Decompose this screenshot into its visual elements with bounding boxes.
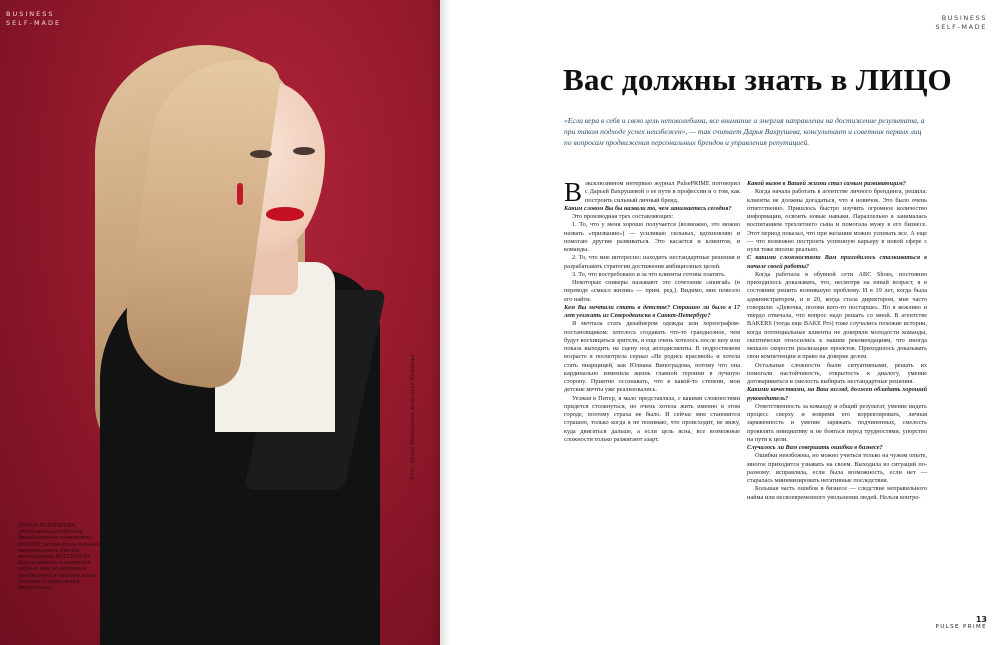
article-paragraph: Когда начала работать в агентстве личного брендинга, решила: клиенты не должны догадаться, что я новичок. Это было очень ответственно. Пришлось быстро изучить огромное количество информации, освоить новые навыки. Параллельно я занималась воспитанием трехлетнего сына и помогала мужу в его бизнесе. Этот период показал, что при желании можно успевать все. А еще — что возможно построить успешную карьеру в новой сфере с нуля тоже вполне реально. [747, 188, 927, 253]
column-2-body [747, 180, 927, 502]
right-header-selfmade: SELF-MADE [935, 23, 987, 31]
article-column-1 [564, 177, 740, 444]
article-paragraph: Ошибки неизбежны, но можно учиться только на чужом опыте, многое приходится узнавать на своем. Выходила из ситуаций по-разному: исправляла, если была возможность, если нет — старалась минимизировать негативные последствия. [747, 452, 927, 484]
article-paragraph: Ответственность за команду и общий результат, умение видеть процесс сверху и вовремя его корректировать, личная заряженность и умение заряжать подчиненных, смелость проявлять инициативу и не бояться перед трудностями, упорство на пути к цели. [747, 402, 927, 443]
left-header-selfmade: SELF-MADE [6, 19, 62, 27]
photo-credit: Фото: Ирина Зверщикова, Анастасия Федорова [410, 354, 416, 480]
article-paragraph: Когда работала в обувной сети ABC Shoes, постоянно приходилось доказывать, что, несмотря на юный возраст, я в состоянии решить возникшую проблему. И в 19 лет, когда была администратором, и в 20, когда стала директором, мне часто говорили: «Девочка, позови кого-то постарше». Но я вежливо и твердо отвечала, что вопрос надо решать со мной. В агентстве BAKERS (тогда еще BAKE Pro) тоже случались похожие истории, когда потенциальные клиенты не доверяли молодости команды, скептически относились к нашим рекомендациям, что иногда мешало скорости реализации проектов. Приходилось доказывать свои компетенции и право на доверие делом. [747, 270, 927, 361]
portrait-eye-left [250, 150, 272, 158]
column-1-body [564, 177, 740, 444]
article-column-2 [747, 180, 927, 502]
interview-question: Какой вызов в Вашей жизни стал самым развивающим? [747, 180, 906, 187]
article-intro-paragraph: эксклюзивном интервью журнал PulsePRIME поговорил с Дарьей Вахрушевой о ее пути в профессии и о том, как построить сильный личный бренд. [585, 180, 740, 204]
photo-page [0, 0, 440, 645]
left-section-header [6, 10, 61, 28]
photo-caption: ДАРЬЯ ВАХРУШЕВА, управляющий партнер брендингового агентства BAKERS, основатель сервиса персонального бренда менеджеров BUTLERS.RS. Консультант и советник первых лиц по вопросам продвижения персональных брендов и управления репутацией. [18, 523, 100, 592]
portrait-lips [266, 207, 304, 221]
right-header-business: BUSINESS [941, 14, 987, 22]
article-paragraph: 3. То, что востребовано и за что клиенты готовы платить. [572, 270, 726, 278]
article-paragraph: Уезжая в Питер, я мало представляла, с какими сложностями придется столкнуться, но очень хотела жить именно в этом городе, поэтому страха не было. И сейчас мне становится страшно, только когда я не понимаю, что происходит, не вижу, куда двигаться дальше, а если цель ясна, все возможные сложности только разжигают азарт. [564, 394, 740, 443]
interview-question: Кем Вы мечтали стать в детстве? Страшно ли было в 17 лет уезжать из Северодвинска в Санкт-Петербург? [564, 303, 740, 319]
article-paragraph: Большая часть ошибок в бизнесе — следствие неправильного найма или несвоевременного увольнения людей. Нельзя контро- [747, 485, 927, 501]
magazine-brand: PULSE PRIME [935, 624, 987, 630]
page-number: 13 [975, 615, 987, 624]
interview-question: Какими качествами, на Ваш взгляд, должен обладать хороший руководитель? [747, 386, 927, 402]
page-footer [935, 615, 987, 630]
interview-question: С какими сложностями Вам приходилось сталкиваться в начале своей работы? [747, 254, 927, 270]
page-gutter [430, 0, 450, 645]
article-paragraph: Остальные сложности были ситуативными, решать их помогали настойчивость, открытость к диалогу, умение договариваться и смелость выбирать нестандартные решения. [747, 361, 927, 385]
portrait-earring [237, 183, 243, 205]
left-header-business: BUSINESS [6, 10, 55, 18]
article-paragraph: 1. То, что у меня хорошо получается (возможно, это можно назвать «призвание») — усиливаю сильных, вдохновляю и помогаю другим развиваться. Это касается и клиентов, и команды. [564, 221, 740, 253]
portrait-eye-right [293, 147, 315, 155]
interview-question: Случалось ли Вам совершать ошибки в бизнесе? [747, 444, 883, 451]
article-paragraph: Некоторые спикеры называют это сочетание «икигай» (в переводе «смысл жизни» — прим. ред.). Видимо, мне повезло его найти. [564, 279, 740, 303]
article-paragraph: Я мечтала стать дизайнером одежды или хореографом-постановщиком: хотелось создавать что-то грандиозное, чем будут восхищаться зрители, и еще очень хотелось после шоу или показа выходить на сцену под аплодисменты. В подростковом возрасте я посмотрела сериал «Не родись красивой» и хотела стать пиарщицей, как Юлиана Виноградова, потому что она кардинально изменила жизнь главной героини в лучшую сторону. Приятно осознавать, что в какой-то степени, мои детские мечты уже реализовались. [564, 320, 740, 394]
article-title: Вас должны знать в ЛИЦО [563, 62, 952, 97]
right-section-header [935, 14, 987, 32]
article-paragraph: Это производная трех составляющих: [572, 213, 674, 220]
article-paragraph: 2. То, что мне интересно: находить нестандартные решения и разрабатывать стратегии достижения амбициозных целей. [564, 254, 740, 270]
article-lead: «Если вера в себя и свою цель непоколебима, все внимание и энергия направлены на достижение результата, а при таком подходе успех неизбежен», — так считает Дарья Вахрушева, консультант и советник первых лиц по вопросам продвижения персональных брендов и управления репутацией. [564, 116, 925, 147]
interview-question: Каким словом Вы бы назвали то, чем занимаетесь сегодня? [564, 204, 732, 212]
dropcap: В [564, 177, 583, 207]
